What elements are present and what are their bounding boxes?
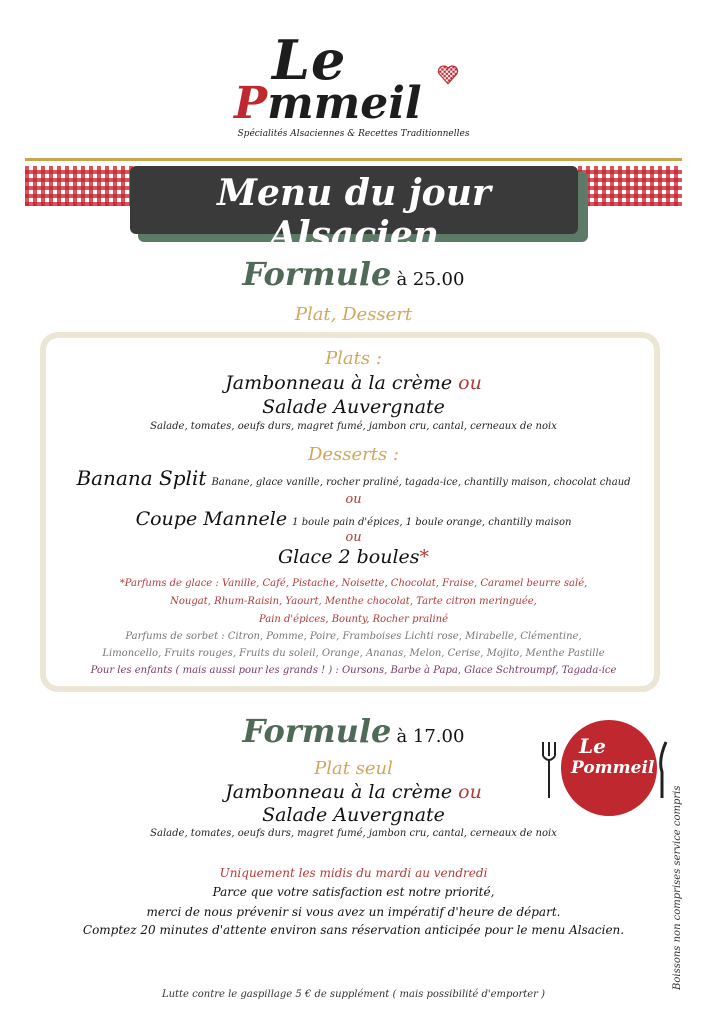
logo-pommeil	[234, 78, 422, 129]
dessert-1-name: Banana Split	[76, 466, 207, 490]
dessert-2-name: Coupe Mannele	[135, 508, 288, 530]
dessert-2	[0, 508, 707, 530]
formule-2-subtitle: Plat seul	[314, 758, 393, 779]
enfants-line: Pour les enfants ( mais aussi pour les grands ! ) : Oursons, Barbe à Papa, Glace Schtroumpf, Tagada-ice	[90, 665, 617, 676]
footer-note: Lutte contre le gaspillage 5 € de supplément ( mais possibilité d'emporter )	[161, 989, 546, 1000]
formule-1-title	[0, 255, 707, 293]
banner-title: Menu du jour Alsacien	[217, 172, 491, 256]
plat-2-desc: Salade, tomates, oeufs durs, magret fumé, jambon cru, cantal, cerneaux de noix	[150, 421, 557, 432]
glace-line-1: *Parfums de glace : Vanille, Café, Pistache, Noisette, Chocolat, Fraise, Caramel beurre salé,	[119, 578, 588, 589]
formule-2-plat-2-name: Salade Auvergnate	[262, 804, 445, 826]
side-note: Boissons non comprises service compris	[672, 785, 683, 990]
sorbet-line-2: Limoncello, Fruits rouges, Fruits du soleil, Orange, Ananas, Melon, Cerise, Mojito, Menthe Pastille	[102, 648, 605, 659]
info-line-1: Uniquement les midis du mardi au vendredi	[219, 866, 488, 880]
or-separator: ou	[458, 372, 482, 394]
logo-pretzel-p: P	[234, 78, 268, 129]
formule-2-plat-1-name: Jambonneau à la crème	[225, 781, 453, 803]
dessert-3-name: Glace 2 boules	[277, 546, 420, 568]
dessert-1-desc: Banane, glace vanille, rocher praliné, tagada-ice, chantilly maison, chocolat chaud	[211, 477, 631, 488]
dessert-3-star: *	[419, 546, 430, 568]
info-line-2: Parce que votre satisfaction est notre priorité,	[212, 885, 495, 899]
knife-icon	[656, 740, 670, 800]
dessert-2-desc: 1 boule pain d'épices, 1 boule orange, chantilly maison	[292, 517, 572, 528]
heart-icon	[437, 64, 459, 86]
or-separator: ou	[458, 781, 482, 803]
glace-line-3: Pain d'épices, Bounty, Rocher praliné	[258, 614, 449, 625]
round-logo-pommeil: Pommeil	[571, 758, 655, 778]
desserts-heading: Desserts :	[307, 444, 400, 465]
info-line-4: Comptez 20 minutes d'attente environ sans réservation anticipée pour le menu Alsacien.	[82, 923, 625, 937]
plats-heading: Plats :	[325, 348, 382, 369]
logo-pommeil-rest: mmeil	[267, 78, 422, 129]
formule-2-label: Formule	[242, 712, 392, 750]
formule-2-price: à 17.00	[396, 726, 465, 747]
formule-1-price: à 25.00	[396, 269, 465, 290]
logo-le: Le	[272, 28, 347, 92]
or-separator: ou	[345, 530, 362, 545]
tagline: Spécialités Alsaciennes & Recettes Traditionnelles	[237, 129, 470, 139]
dessert-1	[0, 466, 707, 490]
dessert-3	[0, 546, 707, 568]
gingham-left	[25, 166, 135, 206]
formule-2-plat-2-desc: Salade, tomates, oeufs durs, magret fumé, jambon cru, cantal, cerneaux de noix	[150, 828, 557, 839]
sorbet-line-1: Parfums de sorbet : Citron, Pomme, Poire, Framboises Lichti rose, Mirabelle, Clémentine,	[125, 631, 582, 642]
formule-1-subtitle: Plat, Dessert	[294, 304, 413, 325]
gingham-right	[578, 166, 682, 206]
plat-1	[0, 372, 707, 394]
info-line-3: merci de nous prévenir si vous avez un impératif d'heure de départ.	[146, 905, 561, 919]
gold-divider-top	[25, 158, 682, 161]
plat-2-name: Salade Auvergnate	[262, 396, 445, 418]
plat-1-name: Jambonneau à la crème	[225, 372, 453, 394]
fork-icon	[540, 740, 558, 800]
round-logo	[561, 720, 657, 816]
round-logo-le: Le	[579, 734, 606, 758]
formule-1-label: Formule	[242, 255, 392, 293]
glace-line-2: Nougat, Rhum-Raisin, Yaourt, Menthe chocolat, Tarte citron meringuée,	[170, 596, 537, 607]
or-separator: ou	[345, 492, 362, 507]
